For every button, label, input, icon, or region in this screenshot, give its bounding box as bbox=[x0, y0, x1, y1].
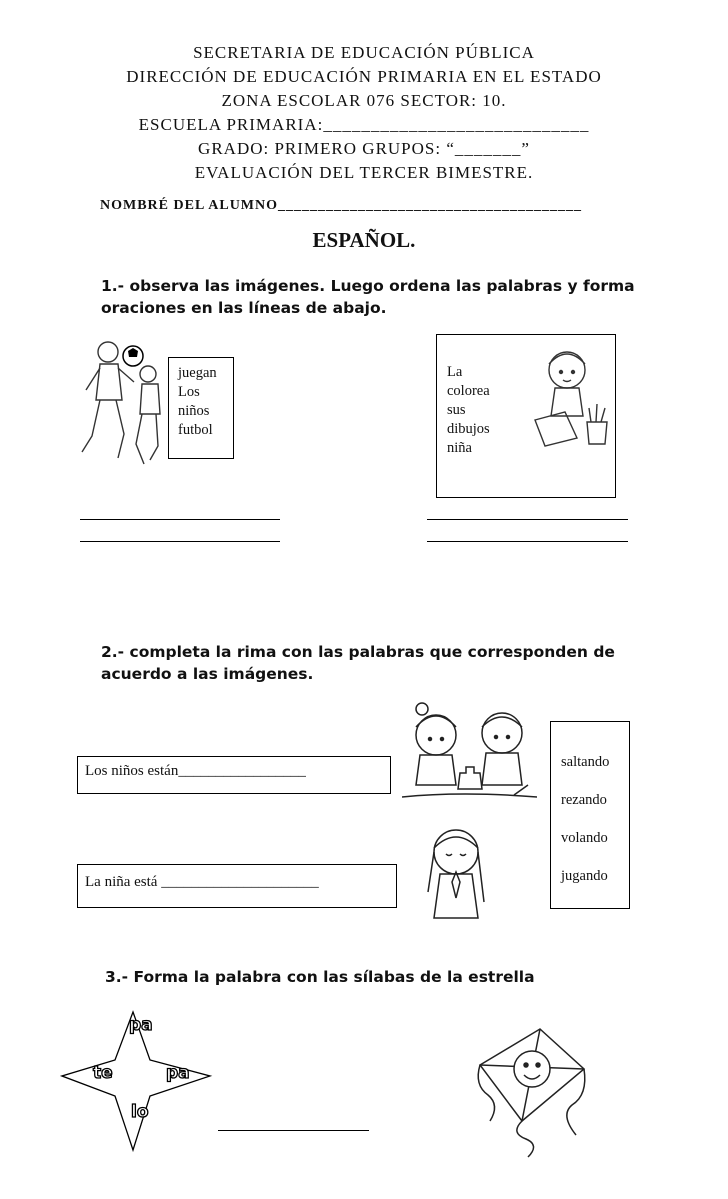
answer-line[interactable] bbox=[80, 519, 280, 520]
options-box bbox=[550, 721, 630, 909]
kids-playing-illustration bbox=[402, 697, 537, 807]
header-line-4: ESCUELA PRIMARIA:____________________________ bbox=[138, 115, 590, 134]
answer-line[interactable] bbox=[80, 541, 280, 542]
header-line-5: GRADO: PRIMERO GRUPOS: “_______” bbox=[198, 139, 530, 158]
header-line-6: EVALUACIÓN DEL TERCER BIMESTRE. bbox=[194, 163, 534, 182]
word-item: dibujos bbox=[447, 421, 490, 437]
word-item: La bbox=[447, 364, 463, 380]
section3-instruction: 3.- Forma la palabra con las sílabas de la estrella bbox=[105, 968, 535, 986]
header-line-1: SECRETARIA DE EDUCACIÓN PÚBLICA bbox=[193, 43, 535, 62]
option-word[interactable]: volando bbox=[561, 830, 608, 846]
rhyme-sentence-1: Los niños están_________________ bbox=[85, 763, 306, 779]
word-item: niños bbox=[178, 403, 210, 419]
word-item: niña bbox=[447, 440, 472, 456]
word-item: Los bbox=[178, 384, 200, 400]
word-item: colorea bbox=[447, 383, 490, 399]
rhyme-sentence-2: La niña está _____________________ bbox=[85, 874, 319, 890]
word-box-left bbox=[168, 357, 234, 459]
section2-instruction-2: acuerdo a las imágenes. bbox=[101, 665, 314, 683]
word-item: futbol bbox=[178, 422, 213, 438]
syllable: pa bbox=[129, 1015, 153, 1035]
student-name-field[interactable]: NOMBRÉ DEL ALUMNO______________________________________ bbox=[100, 198, 583, 213]
praying-girl-illustration bbox=[418, 822, 498, 924]
answer-line[interactable] bbox=[427, 519, 628, 520]
header-line-3: ZONA ESCOLAR 076 SECTOR: 10. bbox=[221, 91, 507, 110]
answer-line[interactable] bbox=[427, 541, 628, 542]
syllable: te bbox=[93, 1063, 113, 1083]
syllable: pa bbox=[166, 1063, 190, 1083]
section1-instruction-2: oraciones en las líneas de abajo. bbox=[101, 299, 387, 317]
word-item: sus bbox=[447, 402, 466, 418]
option-word[interactable]: rezando bbox=[561, 792, 607, 808]
girl-drawing-illustration bbox=[525, 342, 615, 452]
word-item: juegan bbox=[178, 365, 217, 381]
word-box-right bbox=[447, 363, 490, 458]
section2-instruction-1: 2.- completa la rima con las palabras que corresponden de bbox=[101, 643, 615, 661]
soccer-kids-illustration bbox=[78, 334, 170, 468]
option-word[interactable]: jugando bbox=[561, 868, 608, 884]
subject-title: ESPAÑOL. bbox=[312, 228, 416, 252]
section1-instruction-1: 1.- observa las imágenes. Luego ordena las palabras y forma bbox=[101, 277, 635, 295]
rhyme-sentence-box-1[interactable] bbox=[77, 756, 391, 794]
option-word[interactable]: saltando bbox=[561, 754, 610, 770]
answer-line[interactable] bbox=[218, 1130, 369, 1131]
rhyme-sentence-box-2[interactable] bbox=[77, 864, 397, 908]
syllable: lo bbox=[131, 1102, 149, 1122]
kite-illustration bbox=[470, 1025, 590, 1160]
header-line-2: DIRECCIÓN DE EDUCACIÓN PRIMARIA EN EL ESTADO bbox=[126, 67, 602, 86]
